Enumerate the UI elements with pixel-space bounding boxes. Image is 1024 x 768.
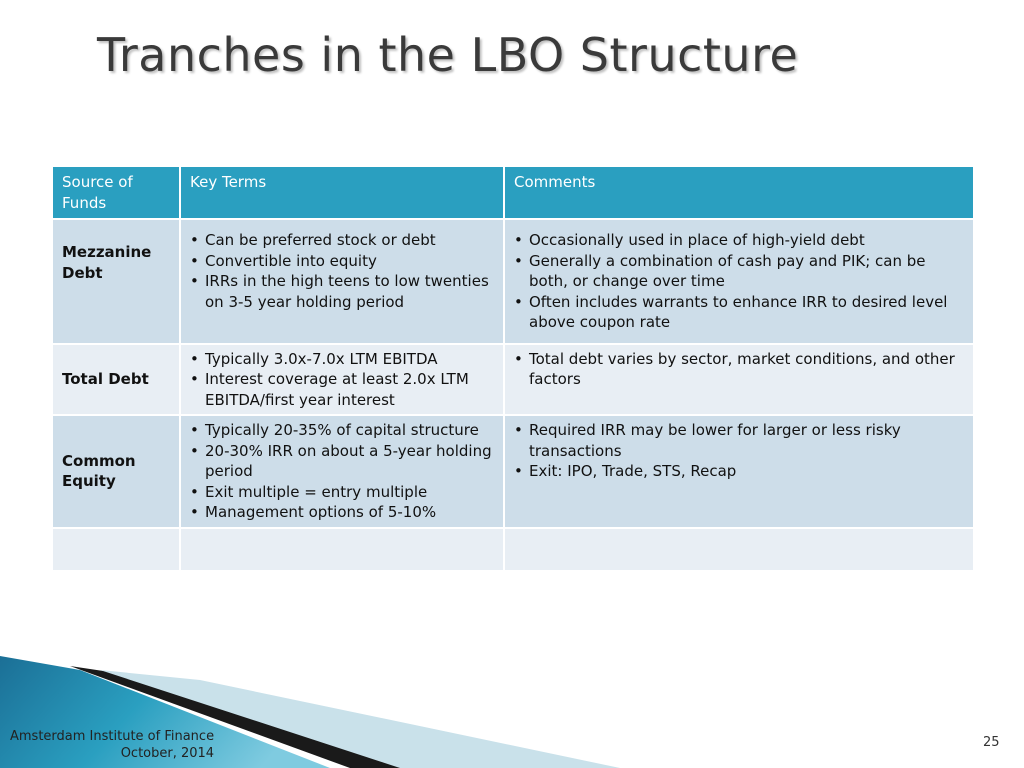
empty-cell: [52, 528, 180, 571]
table-row-empty: [52, 528, 974, 571]
list-item: • Convertible into equity: [190, 251, 494, 272]
list-item: • 20-30% IRR on about a 5-year holding period: [190, 441, 494, 482]
list-item: • Typically 20-35% of capital structure: [190, 420, 494, 441]
table-row-mezzanine-debt: [52, 219, 974, 344]
list-item: • IRRs in the high teens to low twenties on 3-5 year holding period: [190, 271, 494, 312]
list-item: • Generally a combination of cash pay and PIK; can be both, or change over time: [514, 251, 964, 292]
comments-cell: [504, 219, 974, 344]
table-header-row: [52, 166, 974, 219]
list-item: • Management options of 5-10%: [190, 502, 494, 523]
key-terms-list: [190, 349, 494, 411]
header-key-terms: Key Terms: [180, 166, 504, 219]
header-source-of-funds: Source of Funds: [52, 166, 180, 219]
row-label: Common Equity: [52, 415, 180, 528]
comments-cell: [504, 415, 974, 528]
footer-caption: [10, 728, 214, 762]
list-item: • Occasionally used in place of high-yield debt: [514, 230, 964, 251]
list-item: • Exit: IPO, Trade, STS, Recap: [514, 461, 964, 482]
slide-title: Tranches in the LBO Structure: [97, 28, 799, 82]
key-terms-list: [190, 420, 494, 523]
comments-list: [514, 420, 964, 482]
comments-list: [514, 230, 964, 333]
key-terms-cell: [180, 219, 504, 344]
header-comments: Comments: [504, 166, 974, 219]
list-item: • Can be preferred stock or debt: [190, 230, 494, 251]
empty-cell: [504, 528, 974, 571]
comments-list: [514, 349, 964, 390]
table-row-total-debt: [52, 344, 974, 416]
list-item: • Often includes warrants to enhance IRR to desired level above coupon rate: [514, 292, 964, 333]
tranches-table: [51, 165, 975, 572]
key-terms-cell: [180, 415, 504, 528]
key-terms-list: [190, 230, 494, 312]
page-number: 25: [983, 735, 1000, 750]
list-item: • Total debt varies by sector, market conditions, and other factors: [514, 349, 964, 390]
comments-cell: [504, 344, 974, 416]
empty-cell: [180, 528, 504, 571]
key-terms-cell: [180, 344, 504, 416]
list-item: • Exit multiple = entry multiple: [190, 482, 494, 503]
footer-organization: Amsterdam Institute of Finance: [10, 729, 215, 744]
row-label: Total Debt: [52, 344, 180, 416]
list-item: • Typically 3.0x-7.0x LTM EBITDA: [190, 349, 494, 370]
footer-date: October, 2014: [120, 746, 215, 761]
list-item: • Interest coverage at least 2.0x LTM EBITDA/first year interest: [190, 369, 494, 410]
row-label: Mezzanine Debt: [52, 219, 180, 344]
list-item: • Required IRR may be lower for larger or less risky transactions: [514, 420, 964, 461]
table-row-common-equity: [52, 415, 974, 528]
